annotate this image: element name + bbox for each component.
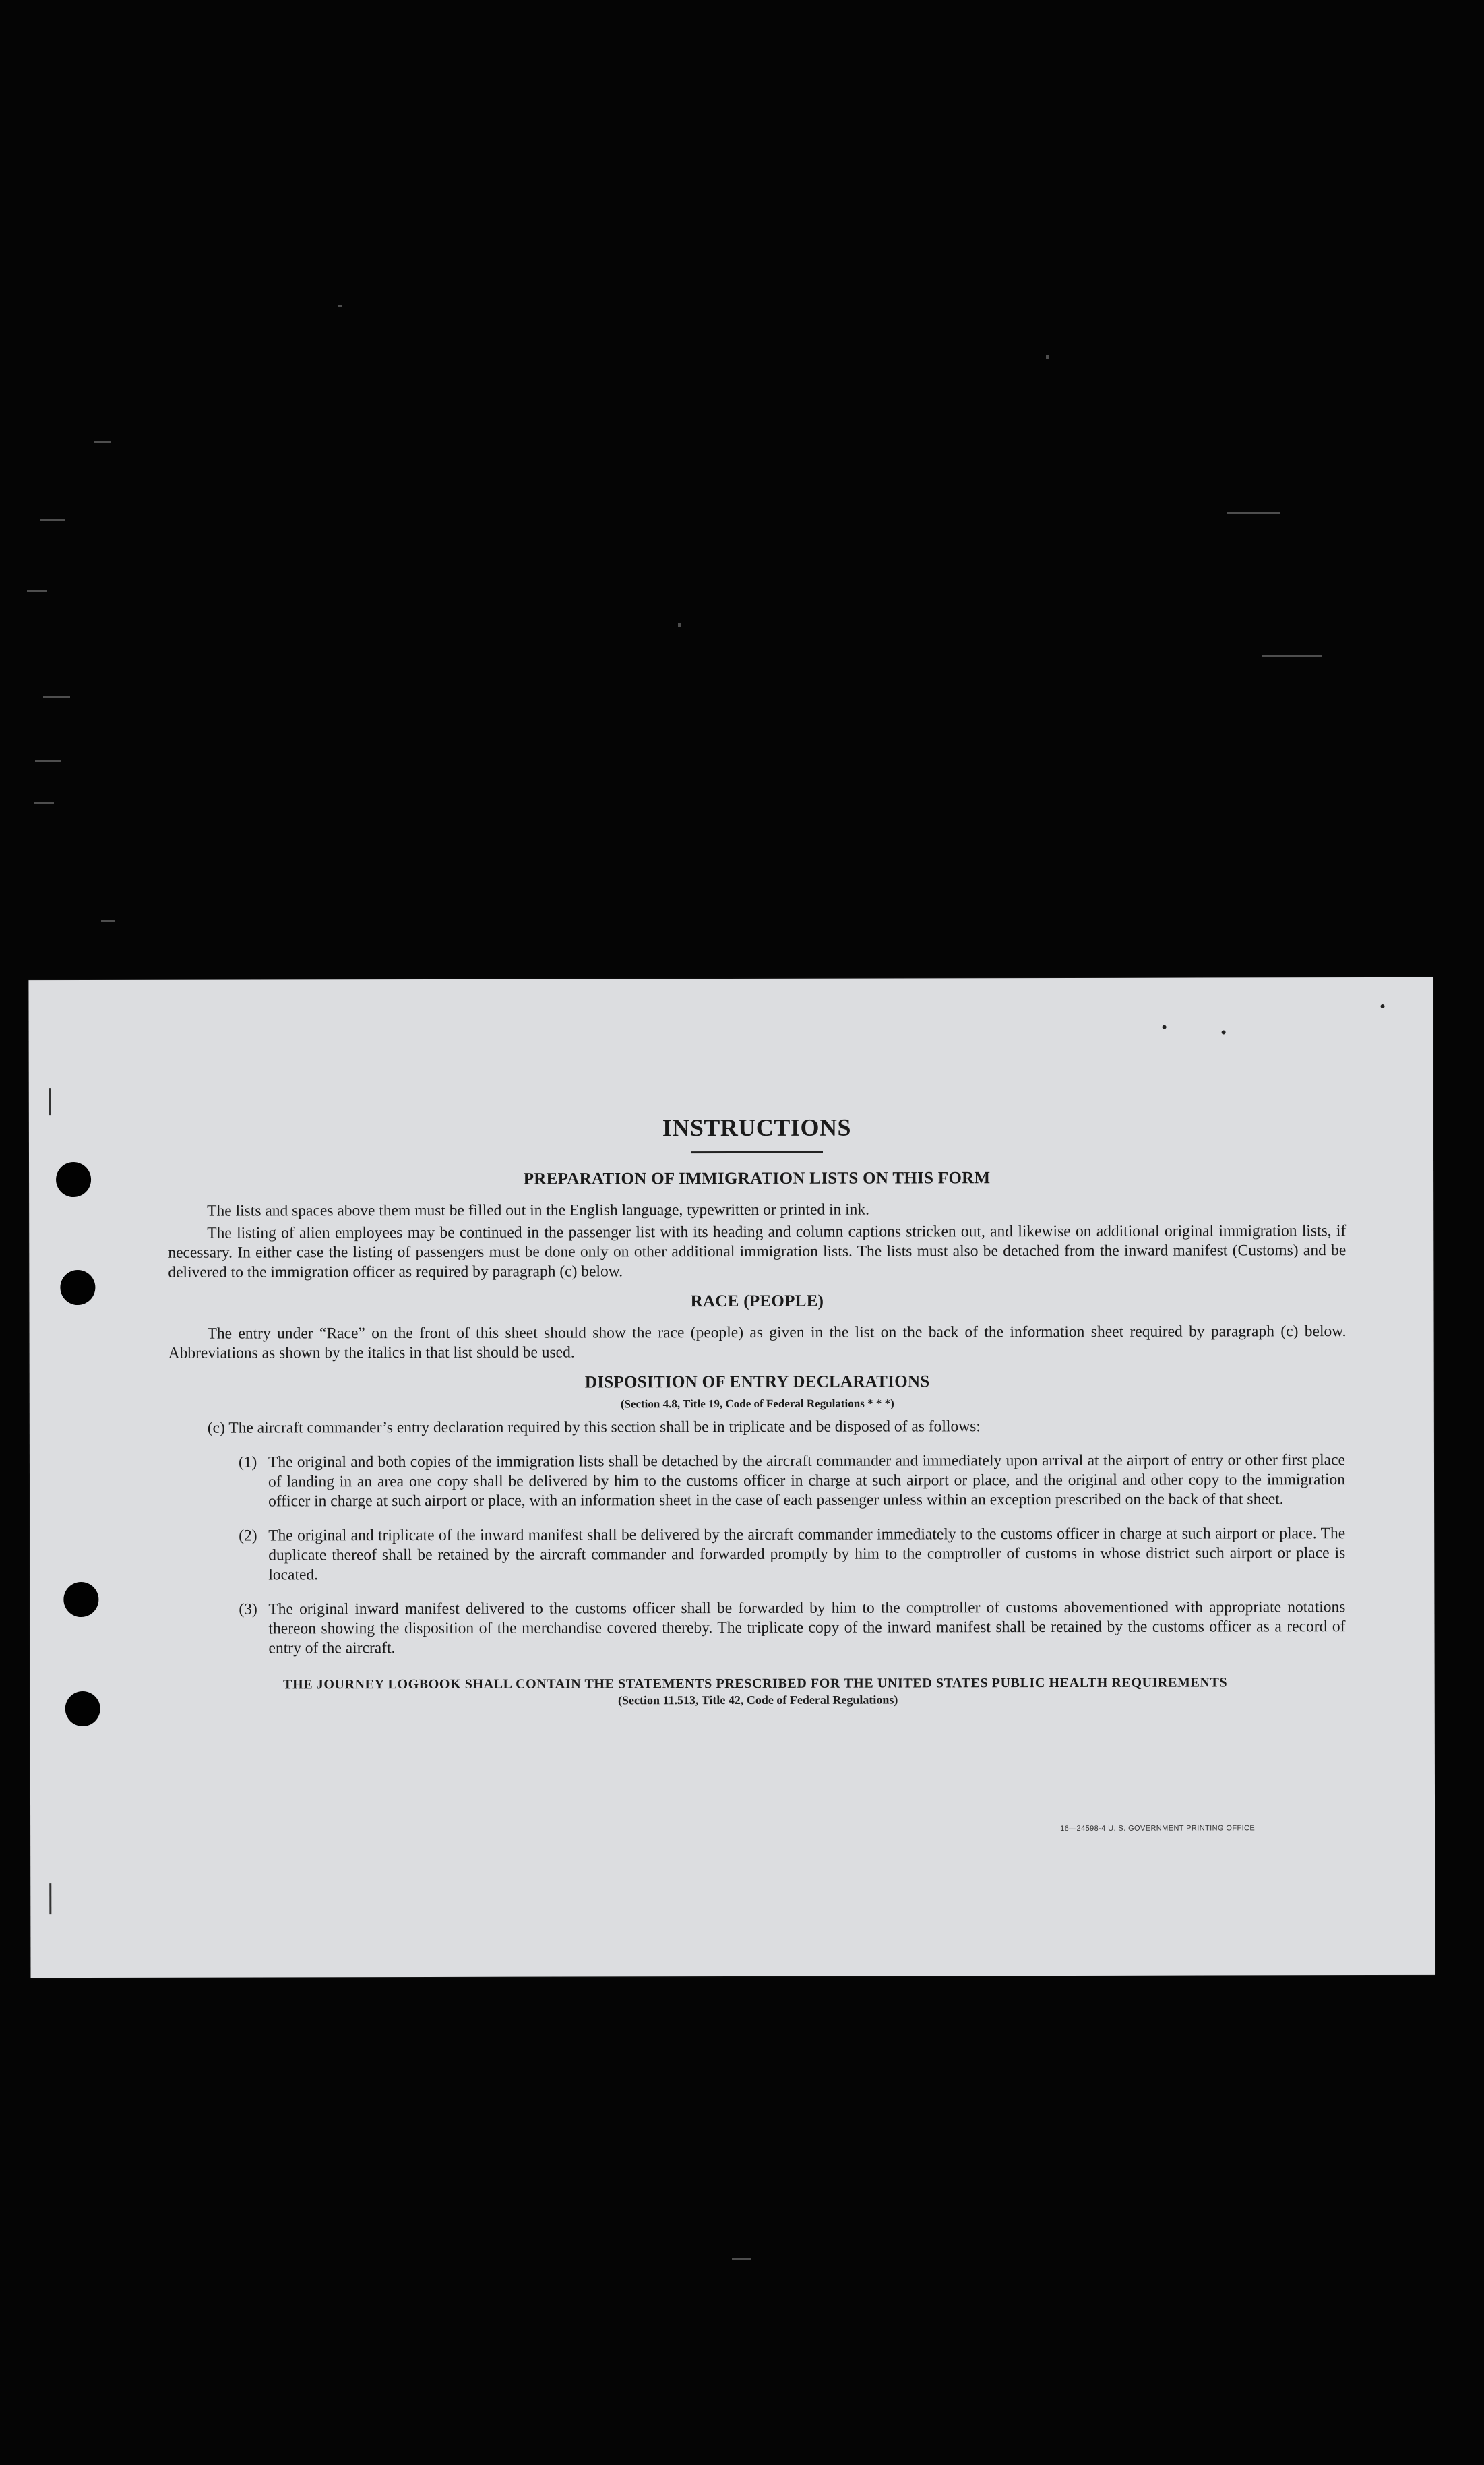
scan-speck (338, 305, 342, 307)
instructions-content (168, 1112, 1347, 1709)
scan-speck (43, 696, 70, 698)
race-para: The entry under “Race” on the front of this sheet should show the race (people) as given in the list on the back of the information sheet required by paragraph (c) below. Abbreviations as shown by the italics in that list should be used. (168, 1322, 1347, 1362)
logbook-requirement: THE JOURNEY LOGBOOK SHALL CONTAIN THE STATEMENTS PRESCRIBED FOR THE UNITED STATES PUBLIC HEALTH REQUIREMENTS (283, 1675, 1228, 1693)
edge-mark (49, 1088, 51, 1115)
scan-speck (35, 760, 61, 762)
paper-speck (1163, 1025, 1167, 1029)
punch-hole (60, 1270, 95, 1305)
scan-speck (1262, 655, 1322, 657)
item-number: (1) (238, 1453, 257, 1471)
scan-speck (101, 920, 115, 922)
punch-hole (56, 1162, 91, 1197)
scan-speck (40, 519, 65, 521)
disposition-item-2 (168, 1524, 1347, 1585)
scan-speck (27, 590, 47, 592)
item-text: The original and triplicate of the inward manifest shall be delivered by the aircraft commander immediately to the customs officer in charge at such airport or place. The duplicate thereof shall be retained by the aircraft commander and forwarded promptly by him to the comptroller of customs in whose district such airport or place is located. (268, 1525, 1346, 1584)
punch-hole (63, 1582, 98, 1617)
immigration-heading: PREPARATION OF IMMIGRATION LISTS ON THIS FORM (523, 1169, 991, 1188)
punch-hole (65, 1691, 100, 1726)
item-number: (3) (239, 1600, 257, 1618)
scan-speck (678, 623, 681, 627)
title-underline (691, 1151, 823, 1153)
immigration-para-2: The listing of alien employees may be continued in the passenger list with its heading and column captions stricken out, and likewise on additional original immigration lists, if necessary. In either case the listing of passengers must be done only on other additional immigration lists. The lists must also be detached from the inward manifest (Customs) and be delivered to the immigration officer as required by paragraph (c) below. (168, 1222, 1347, 1281)
scan-speck (1227, 512, 1280, 514)
paper-speck (1222, 1030, 1226, 1034)
immigration-para-1: The lists and spaces above them must be filled out in the English language, typewritten or printed in ink. (207, 1200, 870, 1220)
scan-speck (34, 802, 54, 804)
paper-speck (1381, 1004, 1385, 1008)
race-heading: RACE (PEOPLE) (690, 1291, 824, 1311)
disposition-item-1 (168, 1451, 1347, 1512)
scan-speck (732, 2258, 751, 2260)
edge-mark (49, 1883, 51, 1914)
disposition-item-3 (168, 1597, 1347, 1659)
disposition-heading: DISPOSITION OF ENTRY DECLARATIONS (584, 1372, 930, 1392)
item-text: The original and both copies of the immigration lists shall be detached by the aircraft commander and immediately upon arrival at the airport of entry or other first place of landing in an area one copy shall be delivered by him to the customs officer in charge at such airport or place, and the original and other copy to the immigration officer in charge at such airport or place, with an information sheet in the case of each passenger unless within an exception prescribed on the back of that sheet. (268, 1451, 1346, 1511)
scan-speck (1046, 355, 1049, 359)
printing-office-imprint: 16—24598-4 U. S. GOVERNMENT PRINTING OFFICE (1060, 1824, 1256, 1833)
page-title: INSTRUCTIONS (662, 1114, 851, 1142)
disposition-citation: (Section 4.8, Title 19, Code of Federal Regulations * * *) (620, 1397, 894, 1411)
item-text: The original inward manifest delivered to the customs officer shall be forwarded by him to the comptroller of customs abovementioned with appropriate notations thereon showing the disposition of the merchandise covered thereby. The triplicate copy of the inward manifest shall be retained by the customs officer as a record of entry of the aircraft. (268, 1598, 1346, 1657)
logbook-citation: (Section 11.513, Title 42, Code of Federal Regulations) (618, 1693, 898, 1707)
disposition-intro: (c) The aircraft commander’s entry declaration required by this section shall be in triplicate and be disposed of as follows: (207, 1418, 981, 1437)
document-sheet (28, 977, 1435, 1978)
scan-speck (94, 441, 111, 443)
item-number: (2) (239, 1527, 257, 1545)
